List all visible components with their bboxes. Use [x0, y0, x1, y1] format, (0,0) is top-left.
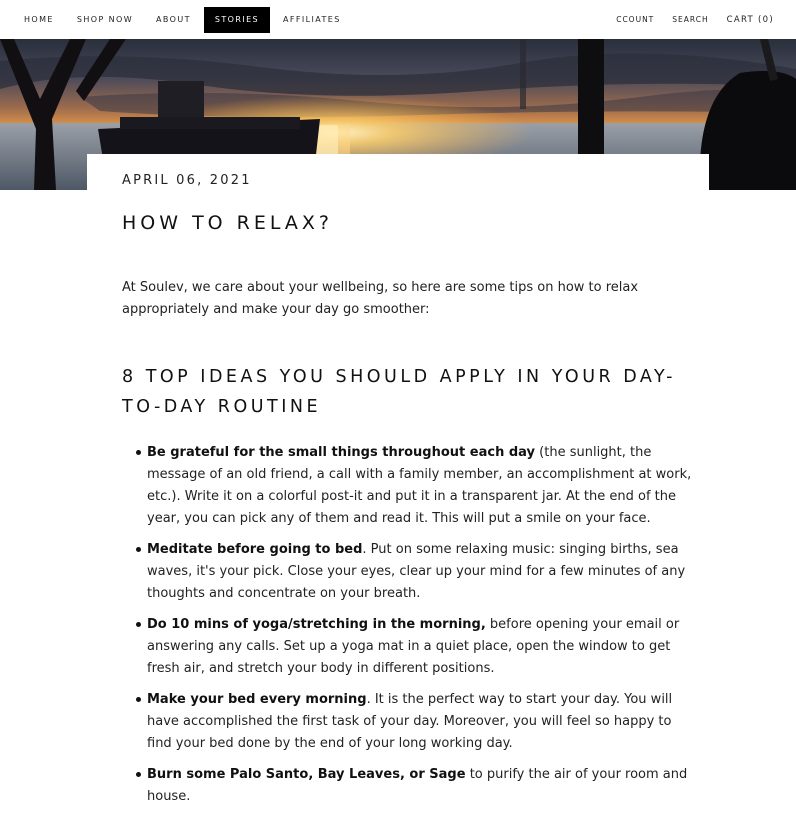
article-date: APRIL 06, 2021	[122, 173, 252, 188]
tip-text: to purify the air of your room and house.	[147, 767, 688, 804]
search-link[interactable]: SEARCH	[672, 15, 709, 24]
nav-item-about[interactable]: ABOUT	[156, 15, 191, 24]
article-intro: At Soulev, we care about your wellbeing, so here are some tips on how to relax appropriately and make your day go smoother:	[122, 280, 639, 317]
tip-title: Meditate before going to bed	[147, 542, 363, 557]
article-title: HOW TO RELAX?	[122, 212, 333, 234]
list-item	[147, 614, 692, 680]
cart-link[interactable]: CART (0)	[726, 14, 774, 25]
list-item	[147, 689, 692, 755]
list-item	[147, 764, 692, 808]
tip-title: Do 10 mins of yoga/stretching in the morning,	[147, 617, 486, 632]
tip-title: Make your bed every morning	[147, 692, 367, 707]
article-subheading: 8 TOP IDEAS YOU SHOULD APPLY IN YOUR DAY-TO-DAY ROUTINE	[122, 367, 676, 417]
tip-text: . It is the perfect way to start your day. You will have accomplished the first task of your day. Moreover, you will feel so happy to find your bed done by the end of your long working day.	[147, 692, 673, 751]
main-menu	[0, 0, 354, 39]
list-item	[147, 539, 692, 605]
tips-list	[147, 442, 692, 817]
top-navigation	[0, 0, 796, 39]
tip-text: (the sunlight, the message of an old friend, a call with a family member, an accomplishment at work, etc.). Write it on a colorful post-it and put it in a transparent jar. At the end of the year, you can pick any of them and read it. This will put a smile on your face.	[147, 445, 692, 526]
tip-title: Be grateful for the small things throughout each day	[147, 445, 536, 460]
nav-item-stories[interactable]: STORIES	[204, 7, 270, 33]
tip-text: before opening your email or answering any calls. Set up a yoga mat in a quiet place, open the window to get fresh air, and stretch your body in different positions.	[147, 617, 680, 676]
tip-title: Burn some Palo Santo, Bay Leaves, or Sage	[147, 767, 466, 782]
utility-menu	[598, 0, 774, 39]
nav-item-home[interactable]: HOME	[24, 15, 54, 24]
account-link[interactable]: CCOUNT	[616, 15, 655, 24]
nav-item-affiliates[interactable]: AFFILIATES	[283, 15, 341, 24]
tip-text: . Put on some relaxing music: singing births, sea waves, it's your pick. Close your eyes, clear up your mind for a few minutes of any thoughts and concentrate on your breath.	[147, 542, 686, 601]
list-item	[147, 442, 692, 530]
nav-item-shop-now[interactable]: SHOP NOW	[76, 15, 134, 24]
